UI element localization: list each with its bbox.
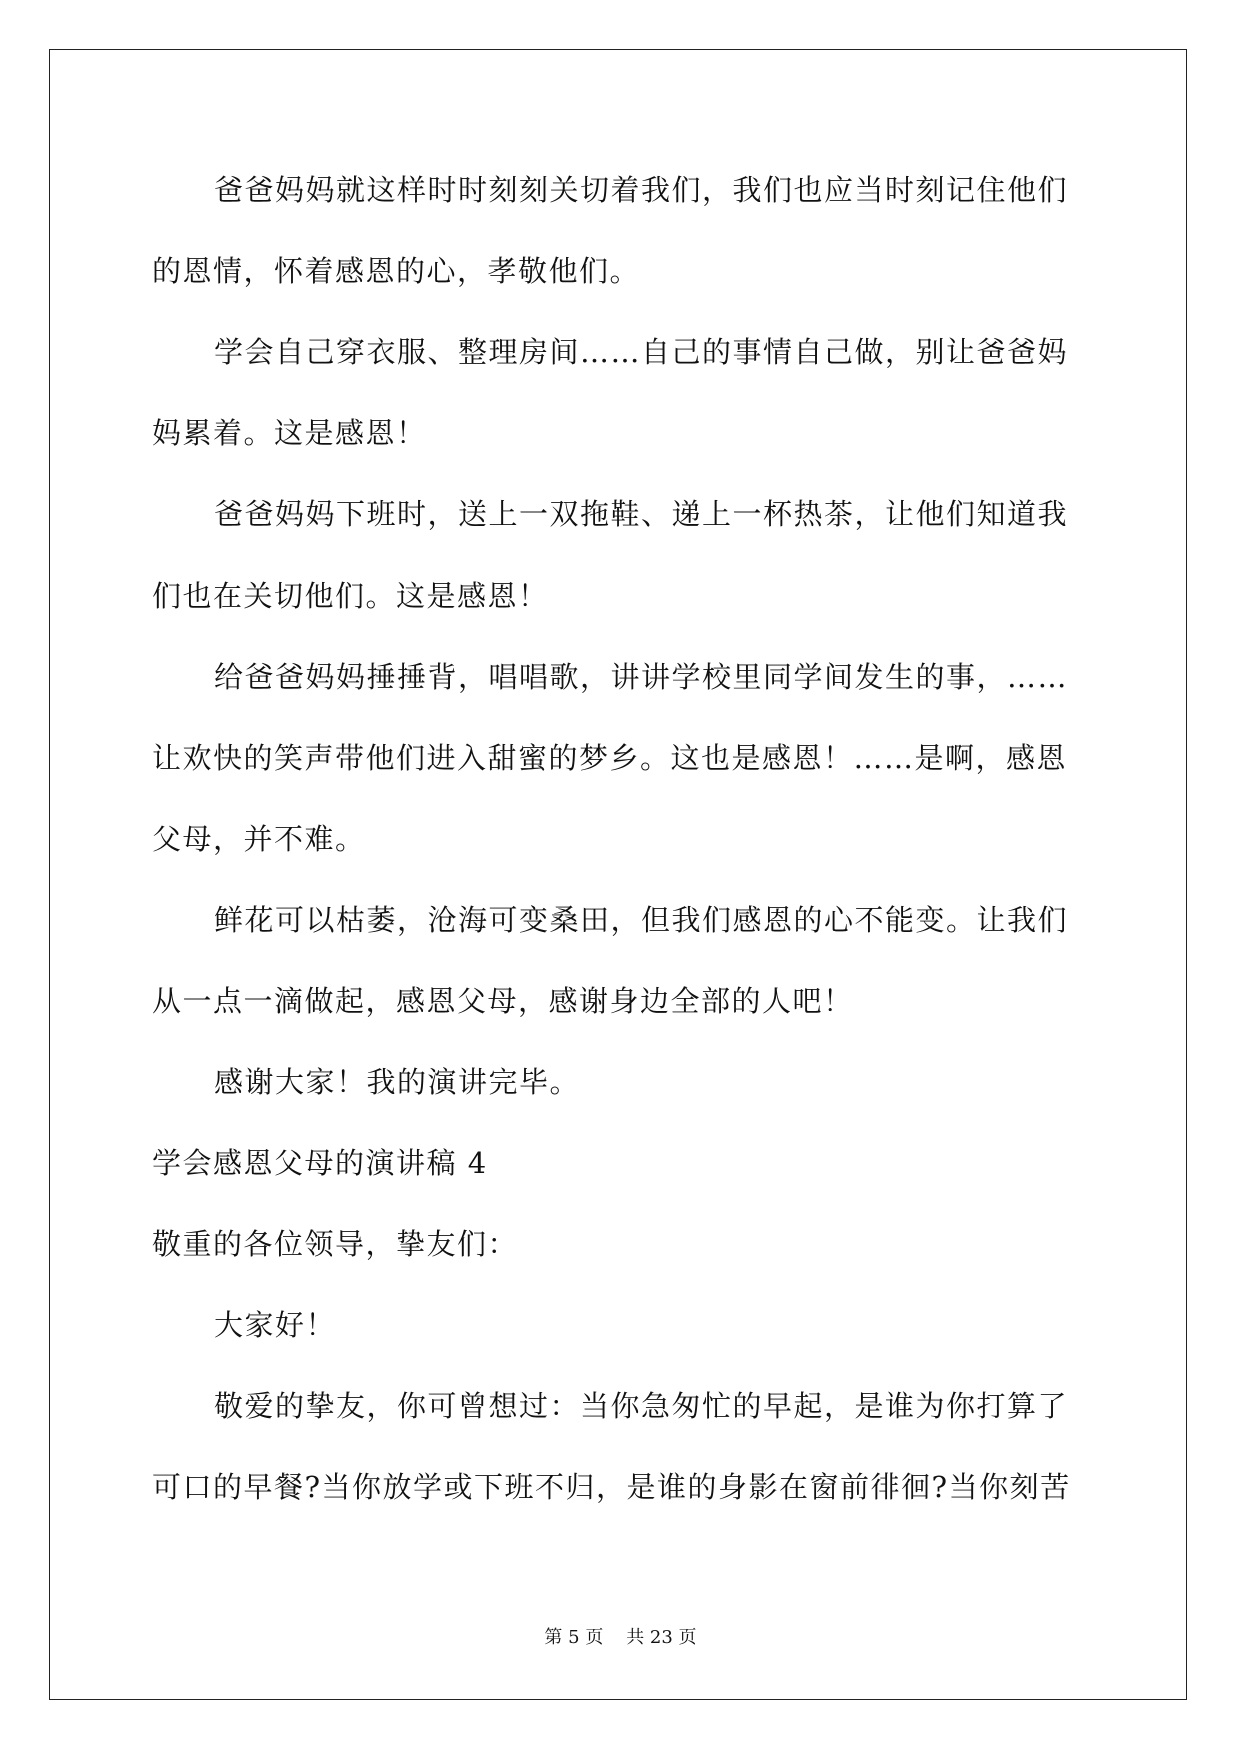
text-line: 父母，并不难。: [152, 822, 366, 856]
page-border: [49, 49, 1187, 1700]
text-line: 爸爸妈妈下班时，送上一双拖鞋、递上一杯热茶，让他们知道我: [214, 497, 1069, 531]
text-line: 们也在关切他们。这是感恩！: [152, 579, 549, 613]
text-line: 学会自己穿衣服、整理房间……自己的事情自己做，别让爸爸妈: [214, 335, 1069, 369]
text-line: 敬爱的挚友，你可曾想过：当你急匆忙的早起，是谁为你打算了: [214, 1389, 1069, 1423]
text-line: 妈累着。这是感恩！: [152, 416, 427, 450]
text-line: 爸爸妈妈就这样时时刻刻关切着我们，我们也应当时刻记住他们: [214, 173, 1069, 207]
text-line: 鲜花可以枯萎，沧海可变桑田，但我们感恩的心不能变。让我们: [214, 903, 1069, 937]
section-heading: 学会感恩父母的演讲稿 4: [152, 1146, 488, 1180]
text-line: 可口的早餐?当你放学或下班不归，是谁的身影在窗前徘徊?当你刻苦: [152, 1470, 1071, 1504]
text-line: 的恩情，怀着感恩的心，孝敬他们。: [152, 254, 641, 288]
salutation: 敬重的各位领导，挚友们：: [152, 1227, 519, 1261]
greeting: 大家好！: [214, 1308, 337, 1342]
page-number-footer: 第 5 页 共 23 页: [544, 1627, 697, 1648]
text-line: 感谢大家！我的演讲完毕。: [214, 1065, 581, 1099]
text-line: 给爸爸妈妈捶捶背，唱唱歌，讲讲学校里同学间发生的事，……: [214, 660, 1069, 694]
text-line: 从一点一滴做起，感恩父母，感谢身边全部的人吧！: [152, 984, 854, 1018]
text-line: 让欢快的笑声带他们进入甜蜜的梦乡。这也是感恩！……是啊，感恩: [152, 741, 1068, 775]
